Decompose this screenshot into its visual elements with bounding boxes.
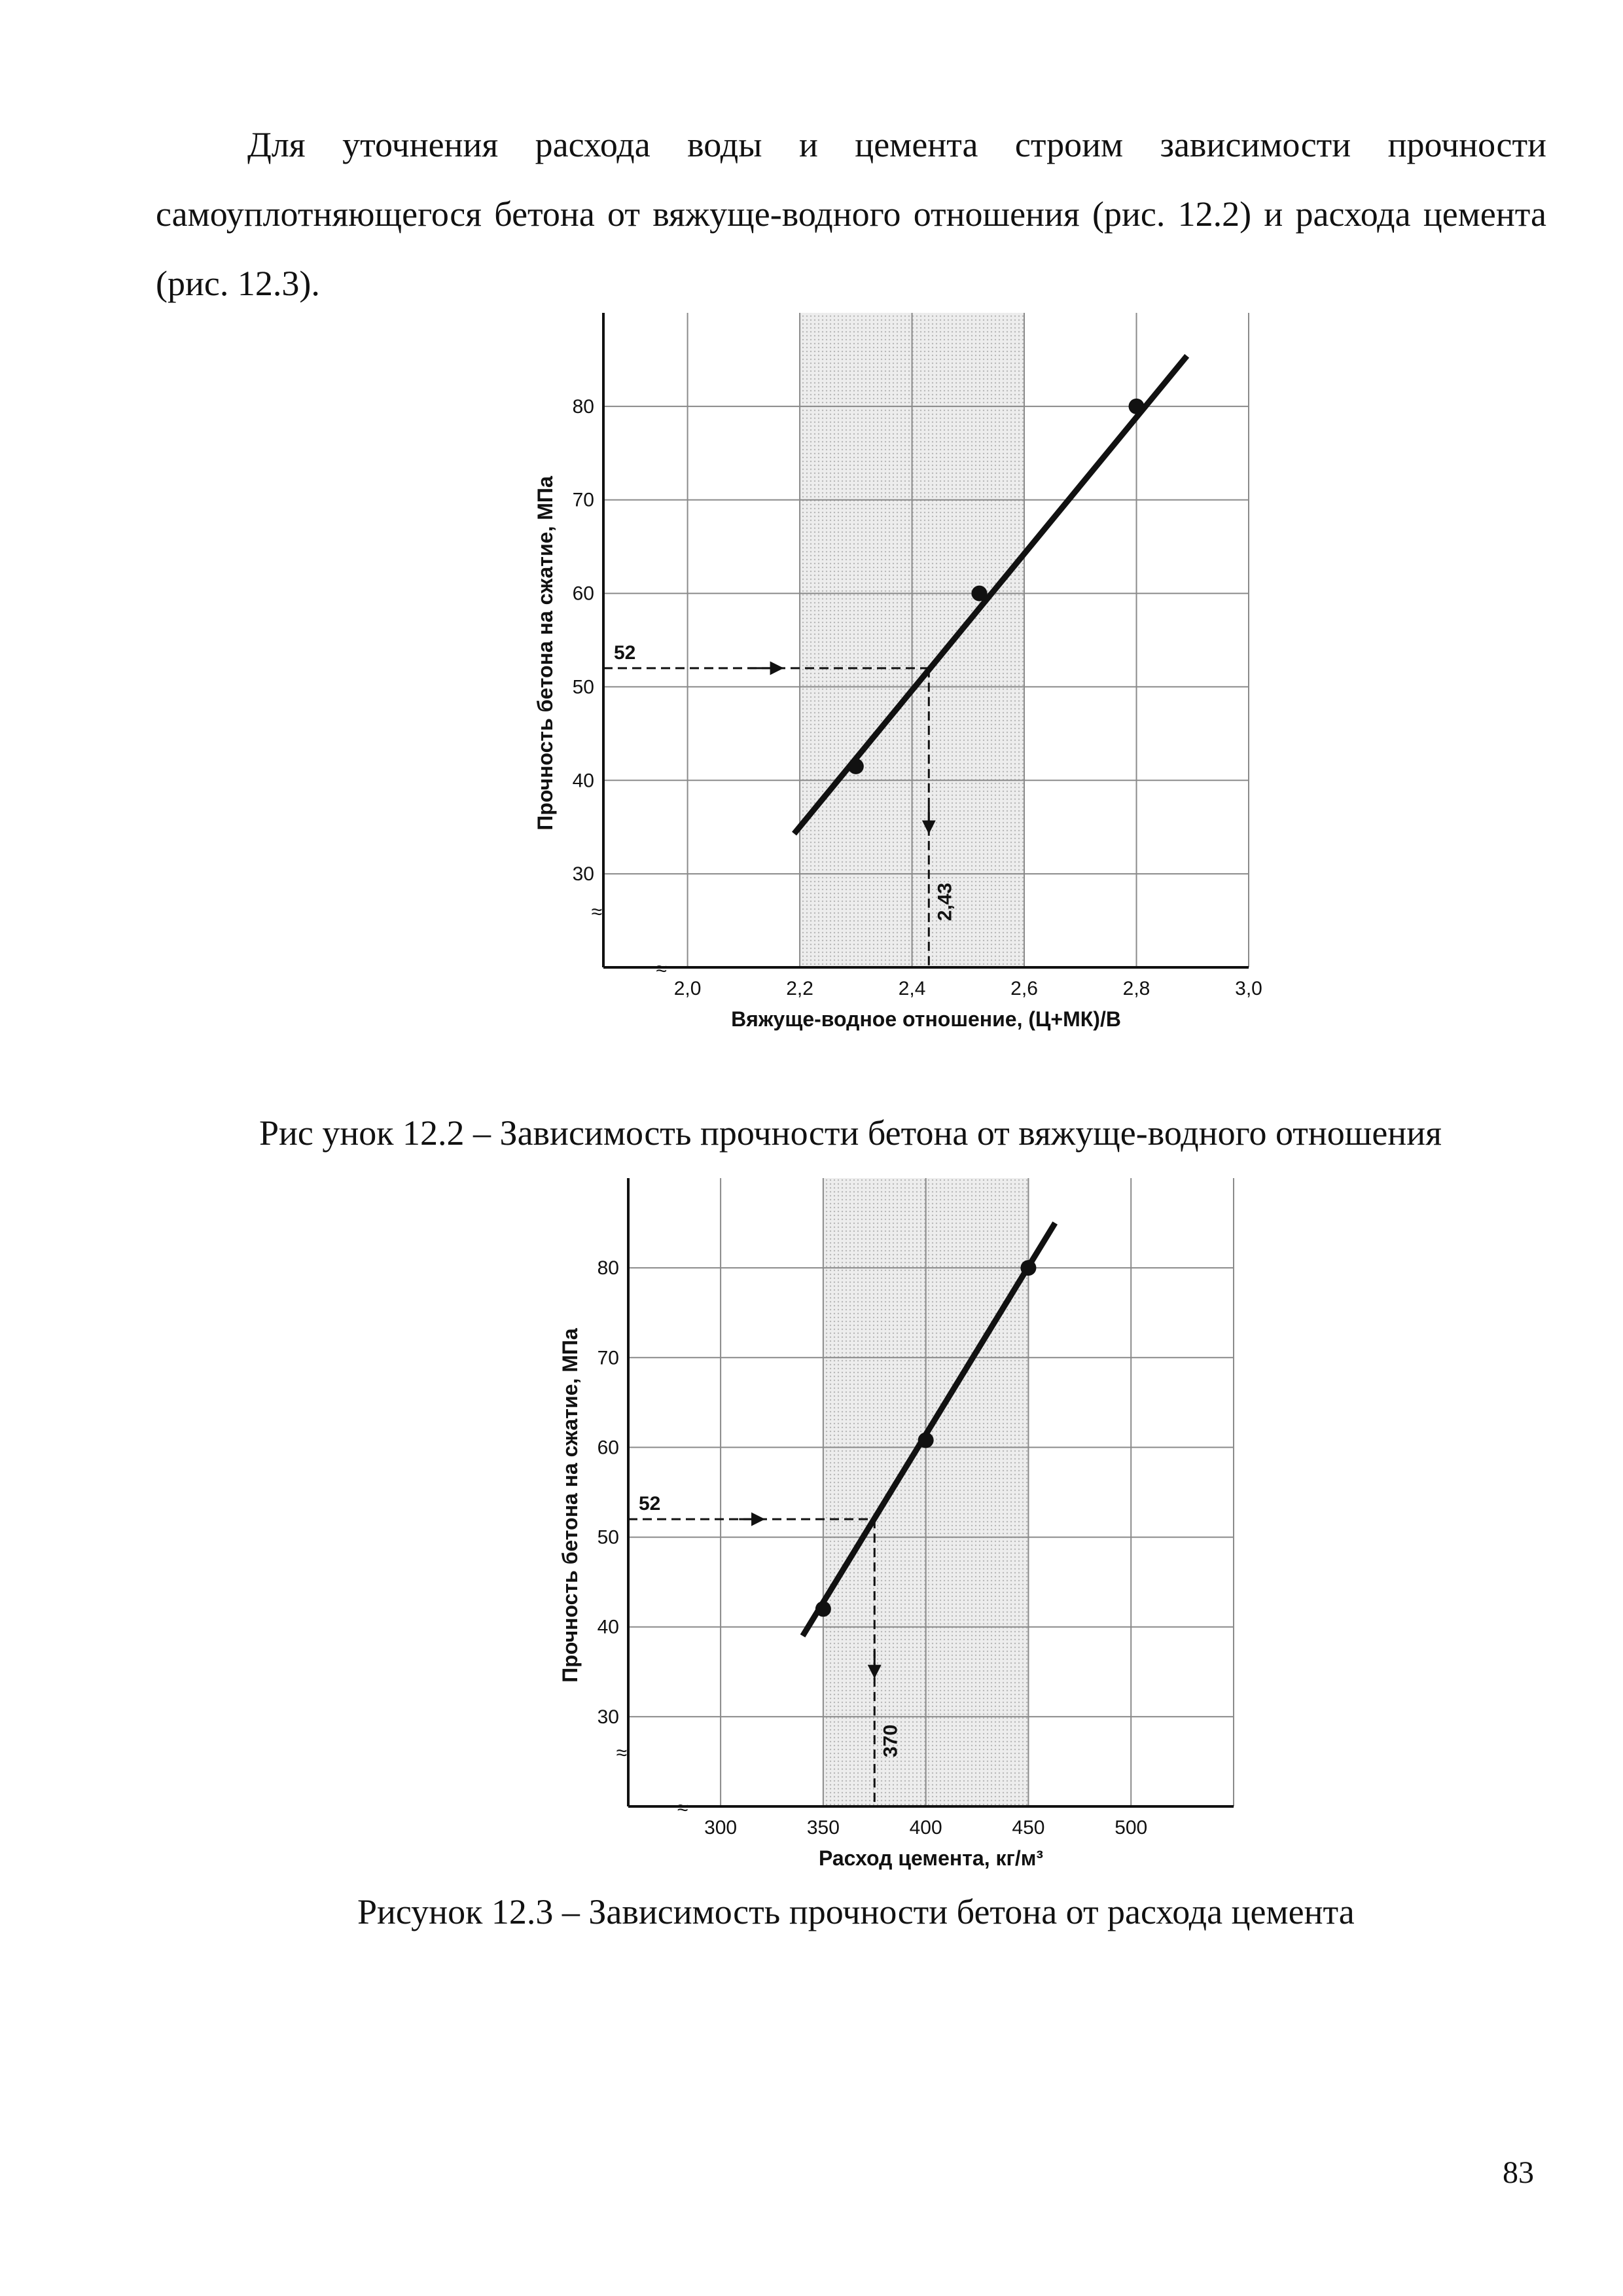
x-tick-label: 500 (1115, 1817, 1148, 1839)
x-axis-break: ≈ (677, 1797, 688, 1819)
x-tick-label: 2,0 (673, 978, 702, 999)
x-tick-label: 400 (909, 1817, 942, 1839)
x-tick-label: 450 (1012, 1817, 1045, 1839)
x-tick-label: 3,0 (1235, 978, 1262, 999)
reading-x-label: 370 (880, 1724, 902, 1758)
data-point (918, 1432, 934, 1448)
y-tick-label: 40 (597, 1616, 619, 1638)
figure-caption-12-3: Рисунок 12.3 – Зависимость прочности бетона от расхода цемента (357, 1892, 1355, 1931)
y-tick-label: 50 (572, 676, 594, 698)
x-axis-label: Вяжуще-водное отношение, (Ц+МК)/В (731, 1007, 1121, 1031)
x-axis-label: Расход цемента, кг/м³ (818, 1846, 1044, 1870)
y-tick-label: 70 (572, 489, 594, 511)
y-axis-label: Прочность бетона на сжатие, МПа (558, 1328, 582, 1683)
y-axis-label: Прочность бетона на сжатие, МПа (533, 476, 557, 831)
y-tick-label: 70 (597, 1347, 619, 1369)
y-tick-label: 30 (597, 1706, 619, 1728)
y-tick-label: 80 (597, 1257, 619, 1280)
x-tick-label: 2,2 (786, 978, 813, 999)
y-tick-label: 50 (597, 1526, 619, 1549)
data-point (815, 1601, 831, 1617)
reading-x-label: 2,43 (934, 882, 956, 922)
y-axis-break: ≈ (591, 901, 603, 923)
y-tick-label: 60 (597, 1437, 619, 1459)
y-axis-break: ≈ (616, 1742, 628, 1764)
y-tick-label: 80 (572, 395, 594, 418)
body-paragraph-text: Для уточнения расхода воды и цемента строим зависимости прочности самоуплотняющегося бетона от вяжуще-водного отношения (рис. 12.2) и расхода цемента (рис. 12.3). (156, 125, 1546, 303)
page-number: 83 (1503, 2155, 1534, 2190)
figure-caption-12-2: Рис унок 12.2 – Зависимость прочности бетона от вяжуще-водного отношения (259, 1113, 1442, 1153)
x-tick-label: 2,6 (1010, 978, 1038, 999)
reading-y-label: 52 (639, 1493, 661, 1515)
data-point (1020, 1260, 1036, 1276)
y-tick-label: 60 (572, 583, 594, 605)
x-axis-break: ≈ (656, 958, 667, 980)
x-tick-label: 2,4 (898, 978, 926, 999)
x-tick-label: 2,8 (1122, 978, 1150, 999)
x-tick-label: 300 (704, 1817, 738, 1839)
y-tick-label: 30 (572, 863, 594, 886)
x-tick-label: 350 (806, 1817, 840, 1839)
reading-y-label: 52 (614, 641, 636, 664)
y-tick-label: 40 (572, 770, 594, 792)
